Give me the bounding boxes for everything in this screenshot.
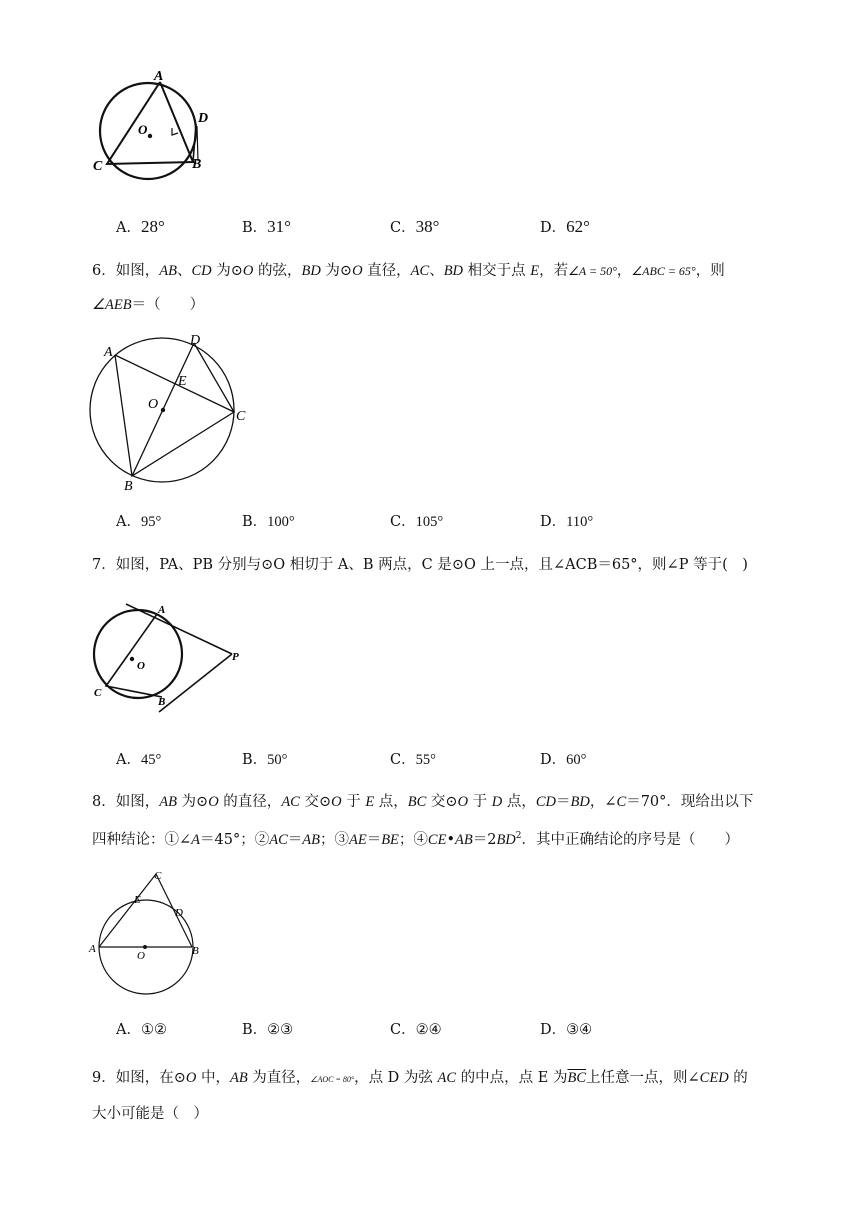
q8-label-d: D [175, 907, 183, 919]
q8-question [92, 785, 782, 857]
text: 为⊙ [320, 263, 353, 279]
q9-question [92, 1061, 782, 1131]
text: ＝（ ） [131, 297, 205, 313]
text: ，∠ [589, 794, 617, 810]
text: 四种结论：①∠ [92, 831, 192, 848]
math: AC [281, 794, 300, 810]
question-number: 6． [92, 263, 116, 279]
q5-option-b[interactable] [242, 216, 291, 237]
option-letter: A． [116, 1022, 141, 1038]
q5-option-c[interactable] [390, 216, 439, 237]
option-letter: C． [390, 1022, 416, 1038]
math: A [191, 831, 201, 848]
q8-label-c: C [154, 870, 162, 882]
math: AB [229, 1070, 248, 1086]
q6-label-c: C [236, 409, 246, 424]
text: ，则 [695, 263, 725, 279]
math: E [365, 794, 375, 810]
math: ∠ABC = 65° [631, 264, 696, 278]
option-letter: D． [540, 220, 567, 236]
q7-label-b: B [158, 696, 166, 708]
math: AC [437, 1070, 457, 1086]
math: CD [535, 794, 557, 810]
text: 为⊙ [176, 794, 209, 810]
text: 于 [341, 794, 366, 810]
arc-bc: $\overline{BC}$ [567, 1070, 587, 1086]
text: ．其中正确结论的序号是（ ） [521, 831, 740, 848]
text: 交⊙ [299, 794, 332, 810]
text: 的弦， [253, 263, 302, 279]
math: BE [381, 831, 399, 848]
q6-figure [86, 330, 256, 496]
option-value: 60° [566, 752, 587, 768]
text: 点， [374, 794, 408, 810]
option-value: 95° [140, 514, 162, 530]
q8-line-2 [92, 819, 782, 857]
option-value: 110° [566, 514, 594, 530]
option-letter: C． [390, 514, 416, 530]
text: 、 [429, 263, 444, 279]
option-value: 105° [415, 514, 444, 530]
q8-option-a[interactable] [116, 1018, 167, 1039]
math: AC [410, 263, 430, 279]
q5-label-b: B [192, 157, 202, 172]
text: 、 [176, 263, 192, 279]
q8-figure [86, 866, 206, 996]
option-value: 31° [267, 217, 291, 236]
option-value: ③④ [566, 1022, 593, 1038]
text: ；③ [319, 831, 349, 848]
option-letter: A． [116, 752, 141, 768]
q7-option-a[interactable] [116, 748, 161, 769]
option-value: 38° [415, 217, 440, 236]
q7-option-c[interactable] [390, 748, 436, 769]
option-value: ②④ [415, 1022, 442, 1038]
q5-figure [90, 64, 220, 194]
q8-options [116, 1018, 736, 1042]
math: AB [302, 831, 320, 848]
q5-label-d: D [198, 111, 209, 126]
q7-option-d[interactable] [540, 748, 586, 769]
q6-options [116, 510, 736, 534]
math: AE [348, 831, 367, 848]
math: D [491, 794, 503, 810]
math: AC [269, 831, 288, 848]
q7-label-o: O [137, 660, 145, 672]
q6-label-e: E [178, 374, 187, 389]
math: O [457, 794, 469, 810]
q8-option-b[interactable] [242, 1018, 293, 1039]
text: ＝2 [472, 831, 497, 848]
math: CED [699, 1070, 729, 1086]
option-value: ②③ [267, 1022, 294, 1038]
option-value: 62° [566, 217, 590, 236]
math: BD [301, 263, 321, 279]
q7-options [116, 748, 736, 772]
q6-label-o: O [148, 397, 159, 412]
text: • [446, 831, 455, 848]
option-letter: D． [540, 1022, 567, 1038]
option-letter: C． [390, 752, 416, 768]
math: CE [427, 831, 447, 848]
q7-label-c: C [94, 687, 102, 699]
q8-option-d[interactable] [540, 1018, 592, 1039]
text: 的中点，点 E 为 [456, 1070, 568, 1086]
option-value: ①② [140, 1022, 167, 1038]
math: AB [159, 263, 177, 279]
math: O [208, 794, 219, 810]
q6-line-1 [92, 254, 782, 288]
math: BD [443, 263, 464, 279]
text: ＝45°；② [200, 831, 270, 848]
option-letter: B． [242, 220, 268, 236]
q6-question [92, 254, 782, 322]
q6-label-b: B [124, 479, 133, 494]
option-letter: A． [116, 514, 141, 530]
math: O [352, 263, 363, 279]
text: ，若 [539, 263, 569, 279]
text: 点， [502, 794, 536, 810]
math: AB [455, 831, 473, 848]
math: O [185, 1070, 197, 1086]
math: CD [191, 263, 212, 279]
q7-figure [88, 598, 248, 718]
text: 于 [468, 794, 492, 810]
text: 如图， [115, 263, 160, 279]
q8-label-b: B [192, 945, 199, 957]
text: ，点 D 为弦 [354, 1070, 438, 1086]
option-letter: D． [540, 514, 567, 530]
option-letter: B． [242, 1022, 268, 1038]
math: O [242, 263, 254, 279]
option-letter: B． [242, 514, 268, 530]
text: ＝ [287, 831, 303, 848]
math: BC [407, 794, 427, 810]
q7-question [92, 548, 782, 582]
q9-line-2: 大小可能是（ ） [92, 1106, 208, 1122]
q8-label-a: A [89, 943, 96, 955]
text: 8．如图， [92, 794, 160, 810]
option-value: 45° [140, 752, 162, 768]
option-letter: C． [390, 220, 416, 236]
text: 直径， [362, 263, 411, 279]
q5-option-d[interactable] [540, 216, 590, 237]
q5-label-c: C [93, 159, 103, 174]
text: ＝ [556, 794, 571, 810]
text: 上任意一点，则∠ [586, 1070, 700, 1086]
text: 交⊙ [426, 794, 458, 810]
q7-label-a: A [158, 604, 166, 616]
q7-line-1: 7．如图，PA、PB 分别与⊙O 相切于 A、B 两点，C 是⊙O 上一点，且∠ACB＝65°，则∠P 等于( ) [92, 557, 748, 573]
text: 中， [196, 1070, 230, 1086]
q7-option-b[interactable] [242, 748, 287, 769]
math: ∠A = 50° [568, 264, 617, 278]
text: 的 [728, 1070, 748, 1086]
math: BD [496, 831, 516, 848]
text: 9．如图，在⊙ [92, 1070, 186, 1086]
q8-line-1 [92, 785, 782, 819]
math: E [530, 263, 540, 279]
option-value: 55° [415, 752, 436, 768]
q8-label-e: E [134, 894, 141, 906]
q5-option-a[interactable] [116, 216, 165, 237]
q5-label-a: A [154, 69, 164, 84]
option-value: 28° [140, 217, 165, 236]
q6-label-d: D [190, 333, 201, 348]
q5-label-o: O [138, 122, 148, 137]
q8-label-o: O [137, 950, 145, 962]
superscript: 2 [515, 831, 522, 841]
q7-label-p: P [232, 651, 239, 663]
q6-label-a: A [104, 345, 113, 360]
q9-line-1 [92, 1061, 782, 1097]
q6-option-c[interactable] [390, 510, 443, 531]
option-value: 100° [267, 514, 295, 530]
text: ＝ [366, 831, 382, 848]
option-letter: D． [540, 752, 567, 768]
math: ∠AOC = 80° [310, 1075, 355, 1084]
text: ＝70°．现给出以下 [626, 794, 754, 810]
text: ；④ [398, 831, 428, 848]
q6-line-2 [92, 288, 782, 322]
q6-option-d[interactable] [540, 510, 593, 531]
text: 相交于点 [463, 263, 531, 279]
math: O [331, 794, 342, 810]
text: 为直径， [247, 1070, 311, 1086]
q6-option-b[interactable] [242, 510, 295, 531]
text: 为⊙ [211, 263, 243, 279]
q5-options [116, 216, 736, 240]
math: BD [570, 794, 590, 810]
math: C [616, 794, 627, 810]
math: ∠AEB [92, 297, 132, 313]
option-letter: B． [242, 752, 268, 768]
math: AB [159, 794, 177, 810]
text: ， [616, 263, 632, 279]
option-letter: A． [116, 220, 141, 236]
option-value: 50° [267, 752, 288, 768]
q6-option-a[interactable] [116, 510, 161, 531]
text: 的直径， [218, 794, 282, 810]
q8-option-c[interactable] [390, 1018, 442, 1039]
